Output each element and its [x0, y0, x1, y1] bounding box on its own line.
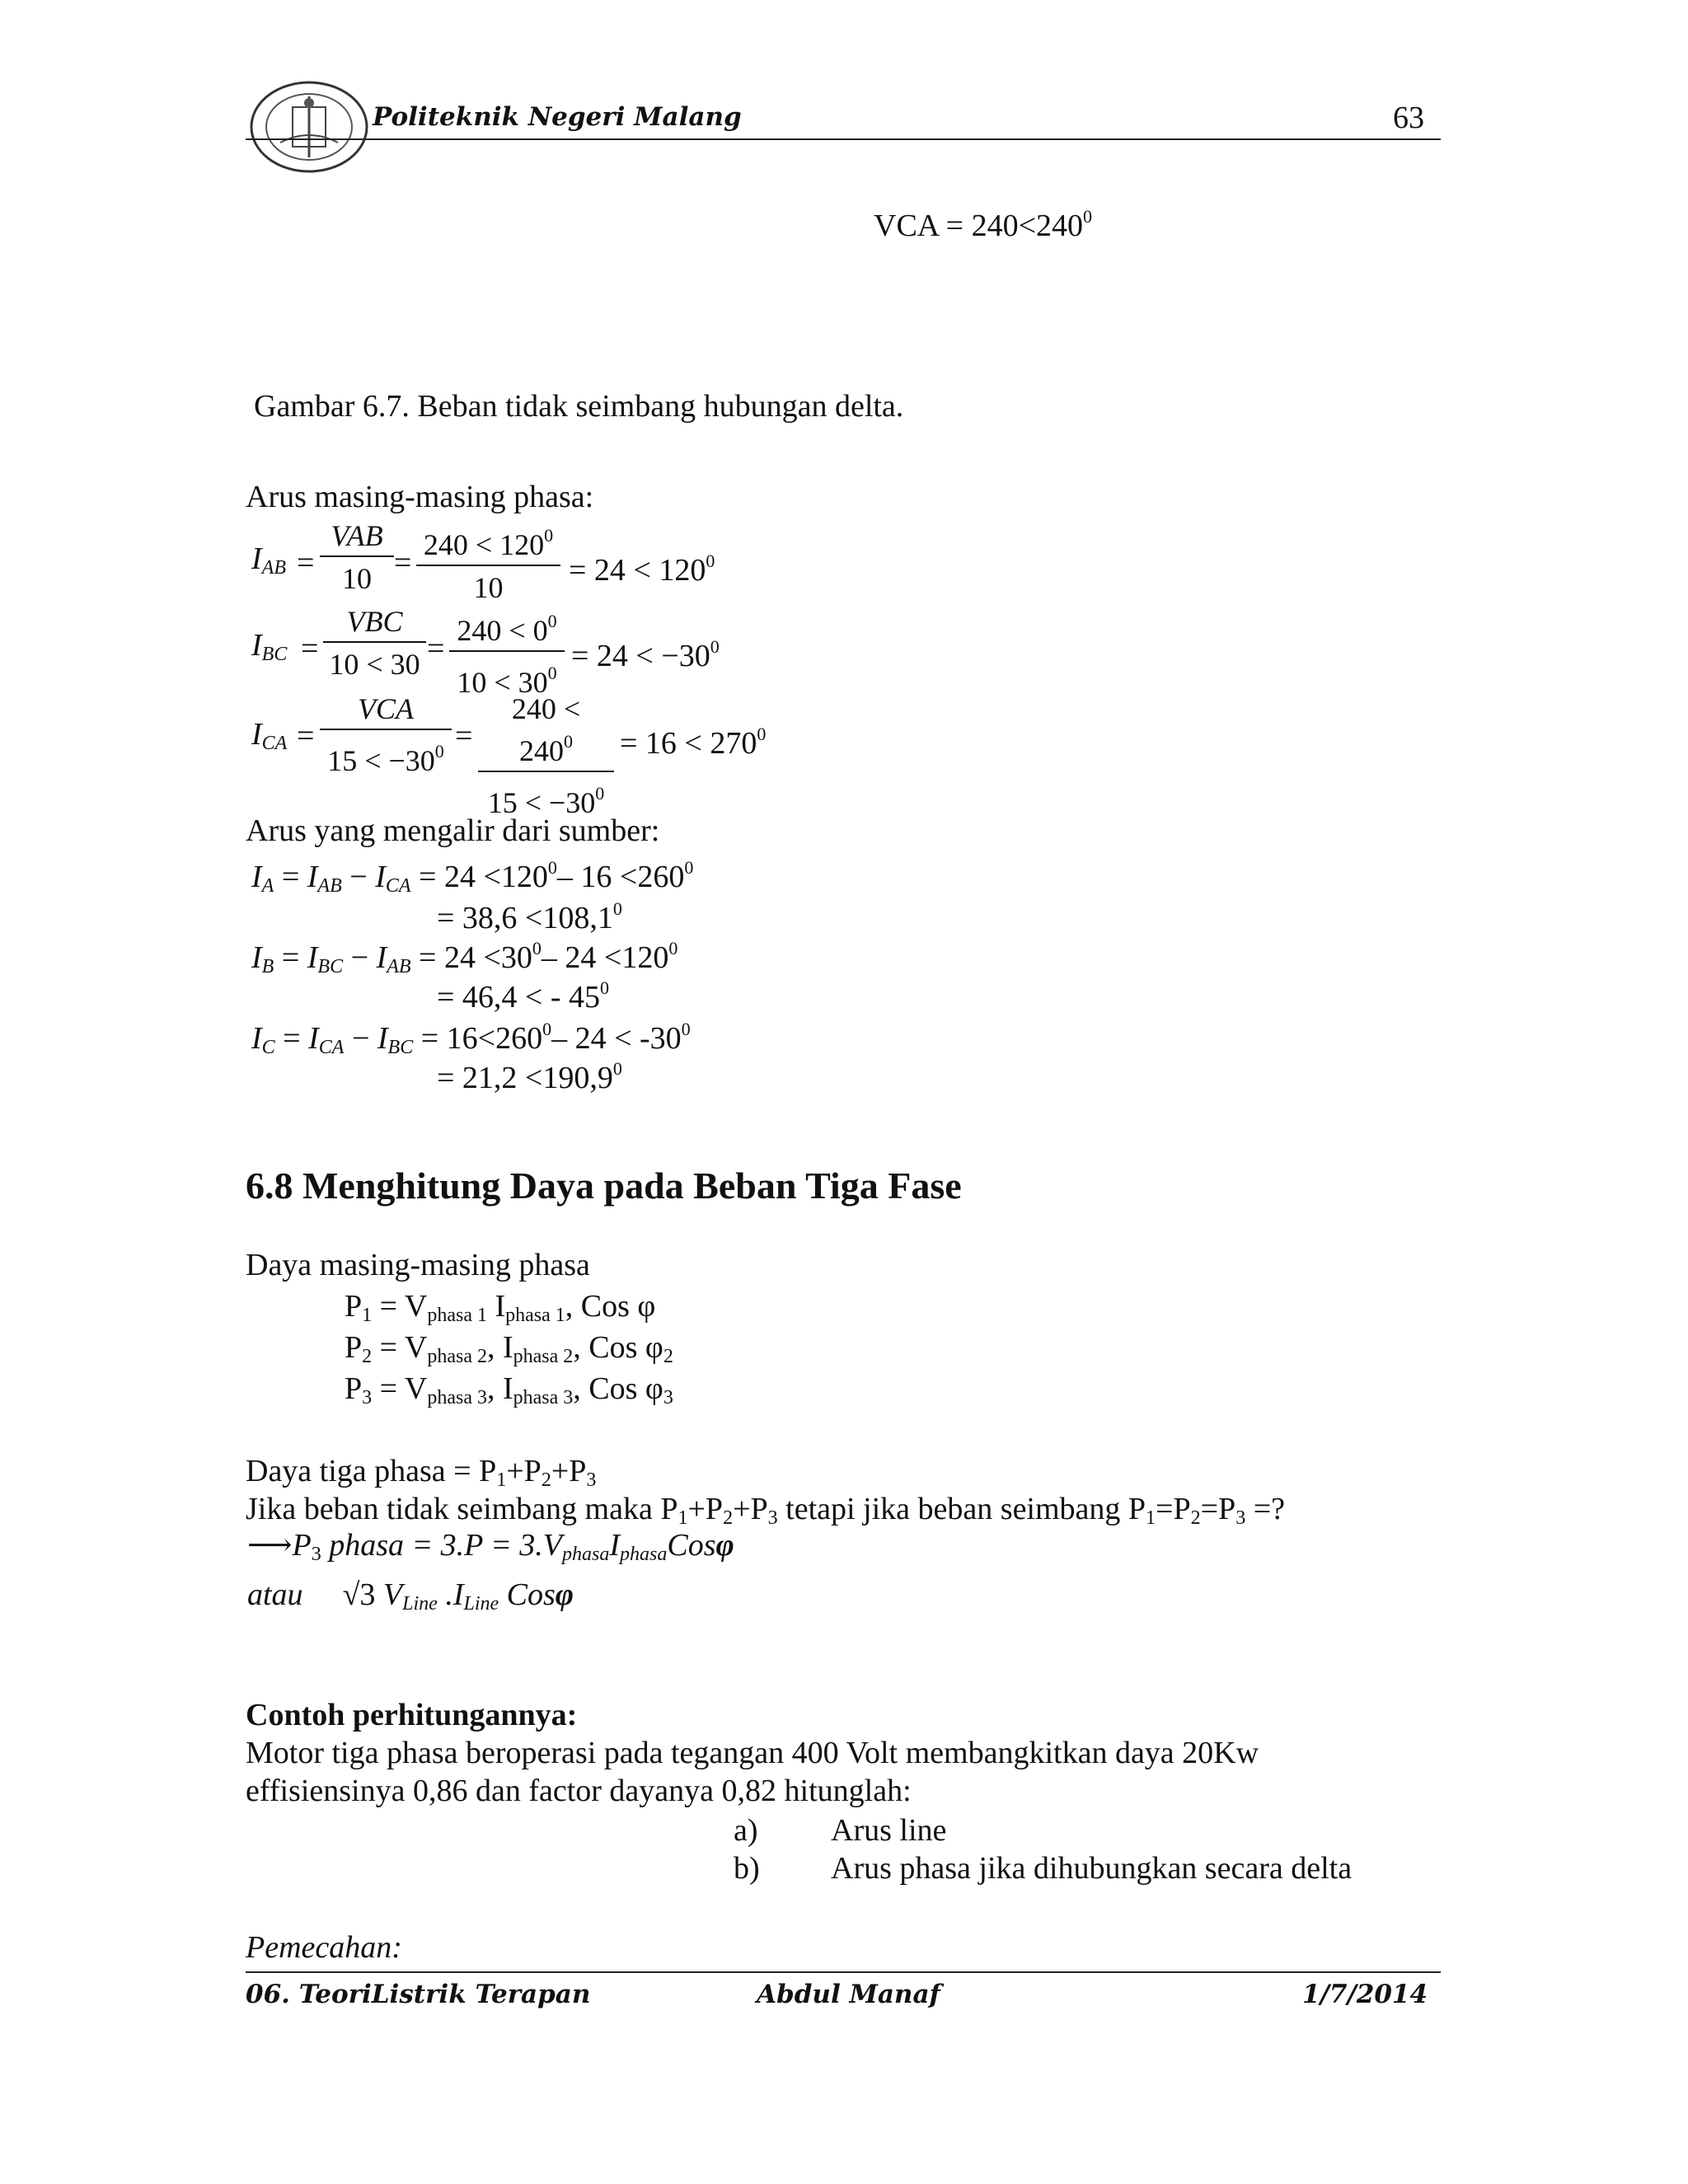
example-line-1: Motor tiga phasa beroperasi pada tegangan 400 Volt membangkitkan daya 20Kw: [246, 1736, 1259, 1770]
equals-sign: =: [394, 546, 412, 580]
institution-logo: [247, 78, 371, 176]
source-current-c-result: = $21,2 <190,9^0$: [437, 1058, 622, 1095]
equals-sign: =: [297, 719, 315, 753]
formula-line: atau √3 $V_{Line}$ $.I_{Line}$ Cosφ: [247, 1577, 574, 1615]
power-line-3: $P_3 = V_{phasa 3}$, $I_{phasa 3}$, Cos $\varphi_3$: [345, 1371, 673, 1408]
equation-result: = $24 < -30^0$: [571, 636, 720, 673]
example-line-2: effisiensinya 0,86 dan factor dayanya 0,82 hitunglah:: [246, 1774, 912, 1808]
equals-sign: =: [455, 719, 473, 753]
figure-caption: Gambar 6.7. Beban tidak seimbang hubungan delta.: [254, 389, 904, 424]
header-rule: [246, 138, 1441, 140]
power-heading: Daya masing-masing phasa: [246, 1248, 590, 1282]
footer-left: 06. TeoriListrik Terapan: [246, 1980, 591, 2009]
formula-three-phase: $⟶P_3$ phasa = $3.P = 3.V_{phasa}I_{phasa}Cos\varphi$: [247, 1528, 734, 1565]
footer-center: Abdul Manaf: [757, 1980, 940, 2009]
source-current-c: $I_C = I_{CA} - I_{BC} = 16<260^0-$ $24 < -30^0$: [251, 1019, 691, 1058]
power-line-2: $P_2 = V_{phasa 2}$, $I_{phasa 2}$, Cos $\varphi_2$: [345, 1330, 673, 1367]
section-title: 6.8 Menghitung Daya pada Beban Tiga Fase: [246, 1165, 962, 1207]
three-phase-line: Daya tiga phasa = $P_1+P_2+P_3$: [246, 1454, 597, 1491]
equals-sign: =: [301, 631, 319, 666]
example-item-a-marker: a): [734, 1813, 758, 1848]
equation-result: = $24 < 120^0$: [569, 551, 715, 588]
solution-label: Pemecahan:: [246, 1930, 402, 1965]
currents-heading: Arus masing-masing phasa:: [246, 480, 594, 514]
equals-sign: =: [297, 546, 315, 580]
top-equation: [874, 198, 1092, 245]
top-equation-text: VCA = 240<240: [874, 209, 1083, 243]
example-item-b-marker: b): [734, 1851, 760, 1886]
logo-seal-icon: [247, 78, 371, 176]
example-item-b-text: Arus phasa jika dihubungkan secara delta: [831, 1851, 1353, 1886]
power-line-1: $P_1 = V_{phasa 1}$ $I_{phasa 1}$, Cos φ: [345, 1289, 656, 1326]
fraction-1: VBC 10 < 30: [323, 605, 426, 681]
source-current-b-result: = 46,4 < - $45^0$: [437, 977, 610, 1015]
unbalanced-line: Jika beban tidak seimbang maka $P_1+P_2+P_3$ tetapi jika beban seimbang $P_1=P_2=P_3$ =?: [246, 1492, 1285, 1529]
footer-rule: [246, 1971, 1441, 1973]
source-current-a: $I_A = I_{AB} - I_{CA} = 24 <120^0-$ $16 <260^0$: [251, 857, 694, 897]
fraction-2: $\frac{240 < 240^0}{15 < -30^0}$: [478, 692, 614, 819]
equation-lhs: $I_{AB}$: [251, 541, 286, 579]
equation-lhs: $I_{BC}$: [251, 628, 288, 665]
source-current-b: $I_B = I_{BC} - I_{AB} = 24 <30^0-$ $24 <120^0$: [251, 938, 678, 977]
source-heading: Arus yang mengalir dari sumber:: [246, 813, 660, 848]
top-equation-sup: 0: [1083, 206, 1092, 227]
header-institution: Politeknik Negeri Malang: [373, 102, 742, 132]
fraction-1: VAB 10: [320, 519, 394, 595]
fraction-2: $\frac{240 < 120^0}{10}$: [416, 519, 560, 604]
footer-right: 1/7/2014: [1302, 1980, 1428, 2009]
example-heading: Contoh perhitungannya:: [246, 1698, 578, 1732]
equals-sign: =: [427, 631, 445, 666]
equation-result: = $16 < 270^0$: [620, 724, 767, 761]
fraction-2: $\frac{240 < 0^0}{10 < 30^0}$: [449, 605, 565, 699]
fraction-1: VCA $15 < -30^0$: [320, 692, 452, 777]
equation-lhs: $I_{CA}$: [251, 717, 288, 754]
source-current-a-result: = $38,6 <108,1^0$: [437, 898, 622, 935]
page-number: 63: [1393, 101, 1424, 135]
example-item-a-text: Arus line: [831, 1813, 947, 1848]
